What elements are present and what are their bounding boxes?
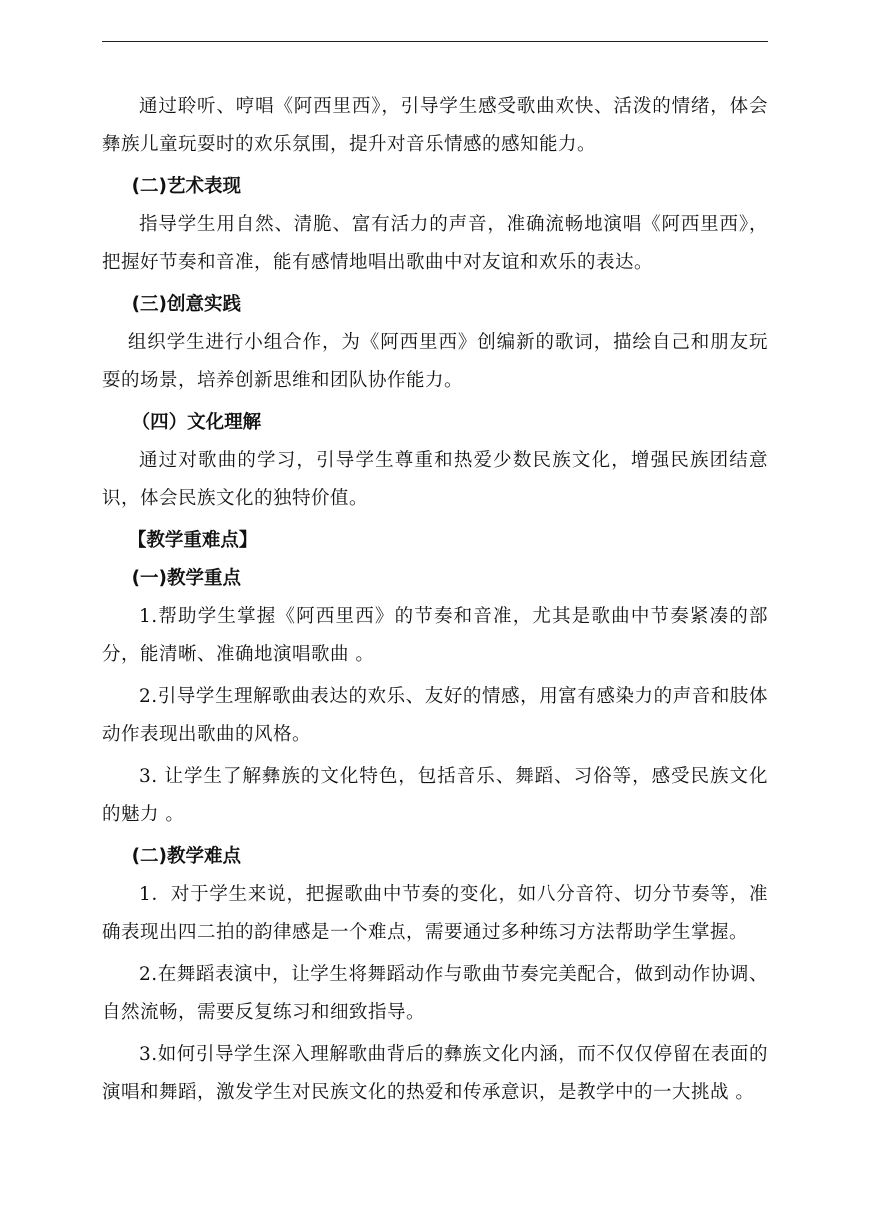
paragraph-difficulty-1: 1．对于学生来说，把握歌曲中节奏的变化，如八分音符、切分节奏等，准确表现出四二拍的韵律感是一个难点，需要通过多种练习方法帮助学生掌握。 [102,884,768,943]
paragraph-difficulty-2: 2.在舞蹈表演中，让学生将舞蹈动作与歌曲节奏完美配合，做到动作协调、自然流畅，需要反复练习和细致指导。 [102,964,768,1023]
paragraph-goal-1-text: 通过聆听、哼唱《阿西里西》，引导学生感受歌曲欢快、活泼的情绪，体会彝族儿童玩耍时的欢乐氛围，提升对音乐情感的感知能力。 [102,96,768,155]
paragraph-focus-2: 2.引导学生理解歌曲表达的欢乐、友好的情感，用富有感染力的声音和肢体动作表现出歌曲的风格。 [102,686,768,745]
heading-teaching-focus: (一)教学重点 [131,568,242,589]
document-body [102,88,768,1112]
heading-teaching-difficulty: (二)教学难点 [131,846,242,867]
header-rule [102,41,768,42]
heading-creative-practice: (三)创意实践 [131,294,242,315]
paragraph-focus-3: 3. 让学生了解彝族的文化特色，包括音乐、舞蹈、习俗等，感受民族文化的魅力 。 [102,766,768,825]
heading-cultural-understanding: （四）文化理解 [131,412,262,433]
section-title-key-difficult-points: 【教学重难点】 [127,530,258,551]
paragraph-focus-1: 1.帮助学生掌握《阿西里西》的节奏和音准，尤其是歌曲中节奏紧凑的部分，能清晰、准确地演唱歌曲 。 [102,606,768,665]
paragraph-art-expression: 指导学生用自然、清脆、富有活力的声音，准确流畅地演唱《阿西里西》，把握好节奏和音准，能有感情地唱出歌曲中对友谊和欢乐的表达。 [102,214,768,273]
paragraph-creative-practice: 组织学生进行小组合作，为《阿西里西》创编新的歌词，描绘自己和朋友玩耍的场景，培养创新思维和团队协作能力。 [102,332,768,391]
paragraph-difficulty-3: 3.如何引导学生深入理解歌曲背后的彝族文化内涵，而不仅仅停留在表面的演唱和舞蹈，激发学生对民族文化的热爱和传承意识，是教学中的一大挑战 。 [102,1044,768,1103]
heading-art-expression: (二)艺术表现 [131,176,242,197]
paragraph-cultural-understanding: 通过对歌曲的学习，引导学生尊重和热爱少数民族文化，增强民族团结意识，体会民族文化的独特价值。 [102,450,768,509]
